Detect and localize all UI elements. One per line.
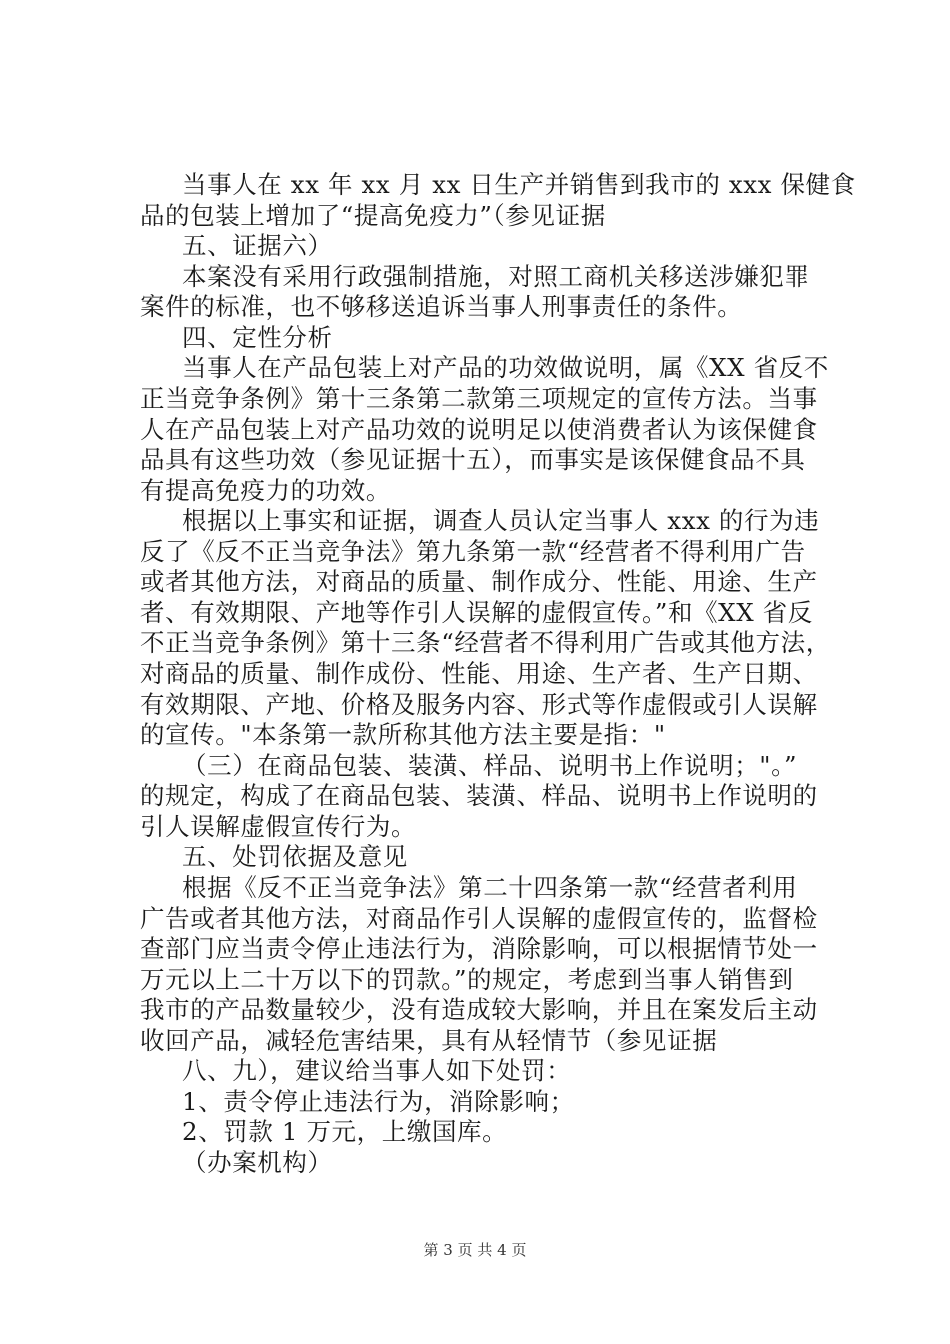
text-line: 根据《反不正当竞争法》第二十四条第一款“经营者利用	[182, 873, 798, 902]
text-line: （三）在商品包装、装潢、样品、说明书上作说明；"。”	[182, 751, 798, 780]
section-heading: 四、定性分析	[182, 323, 333, 352]
text-line: 五、证据六）	[182, 231, 333, 260]
text-line: 万元以上二十万以下的罚款。”的规定，考虑到当事人销售到	[140, 965, 794, 994]
text-line: 案件的标准，也不够移送追诉当事人刑事责任的条件。	[140, 292, 743, 321]
text-line: 正当竞争条例》第十三条第二款第三项规定的宣传方法。当事	[140, 384, 818, 413]
text-line: 当事人在 xx 年 xx 月 xx 日生产并销售到我市的 xxx 保健食	[182, 170, 856, 199]
text-line: 对商品的质量、制作成份、性能、用途、生产者、生产日期、	[140, 659, 818, 688]
text-line: 有效期限、产地、价格及服务内容、形式等作虚假或引人误解	[140, 690, 818, 719]
text-line: 收回产品，减轻危害结果，具有从轻情节（参见证据	[140, 1026, 718, 1055]
text-line: 查部门应当责令停止违法行为，消除影响，可以根据情节处一	[140, 934, 818, 963]
text-line: 品的包装上增加了“提高免疫力”（参见证据	[140, 201, 606, 230]
text-line: 者、有效期限、产地等作引人误解的虚假宣传。”和《XX 省反	[140, 598, 813, 627]
list-item: 2、罚款 1 万元，上缴国库。	[182, 1117, 508, 1146]
text-line: 不正当竞争条例》第十三条“经营者不得利用广告或其他方法，	[140, 628, 831, 657]
text-line: 八、九），建议给当事人如下处罚：	[182, 1056, 572, 1085]
page-number: 第 3 页 共 4 页	[423, 1241, 527, 1259]
text-line: 或者其他方法，对商品的质量、制作成分、性能、用途、生产	[140, 567, 818, 596]
text-line: 引人误解虚假宣传行为。	[140, 812, 417, 841]
text-line: 的规定，构成了在商品包装、装潢、样品、说明书上作说明的	[140, 781, 818, 810]
text-line: 我市的产品数量较少，没有造成较大影响，并且在案发后主动	[140, 995, 818, 1024]
list-item: 1、责令停止违法行为，消除影响；	[182, 1087, 575, 1116]
signature-line: （办案机构）	[182, 1148, 333, 1177]
text-line: 本案没有采用行政强制措施，对照工商机关移送涉嫌犯罪	[182, 262, 810, 291]
text-line: 人在产品包装上对产品功效的说明足以使消费者认为该保健食	[140, 415, 818, 444]
text-line: 反了《反不正当竞争法》第九条第一款“经营者不得利用广告	[140, 537, 806, 566]
text-line: 的宣传。"本条第一款所称其他方法主要是指："	[140, 720, 666, 749]
text-line: 有提高免疫力的功效。	[140, 476, 391, 505]
text-line: 当事人在产品包装上对产品的功效做说明，属《XX 省反不	[182, 353, 829, 382]
section-heading: 五、处罚依据及意见	[182, 842, 408, 871]
text-line: 根据以上事实和证据，调查人员认定当事人 xxx 的行为违	[182, 506, 820, 535]
text-line: 品具有这些功效（参见证据十五），而事实是该保健食品不具	[140, 445, 806, 474]
text-line: 广告或者其他方法，对商品作引人误解的虚假宣传的，监督检	[140, 904, 818, 933]
